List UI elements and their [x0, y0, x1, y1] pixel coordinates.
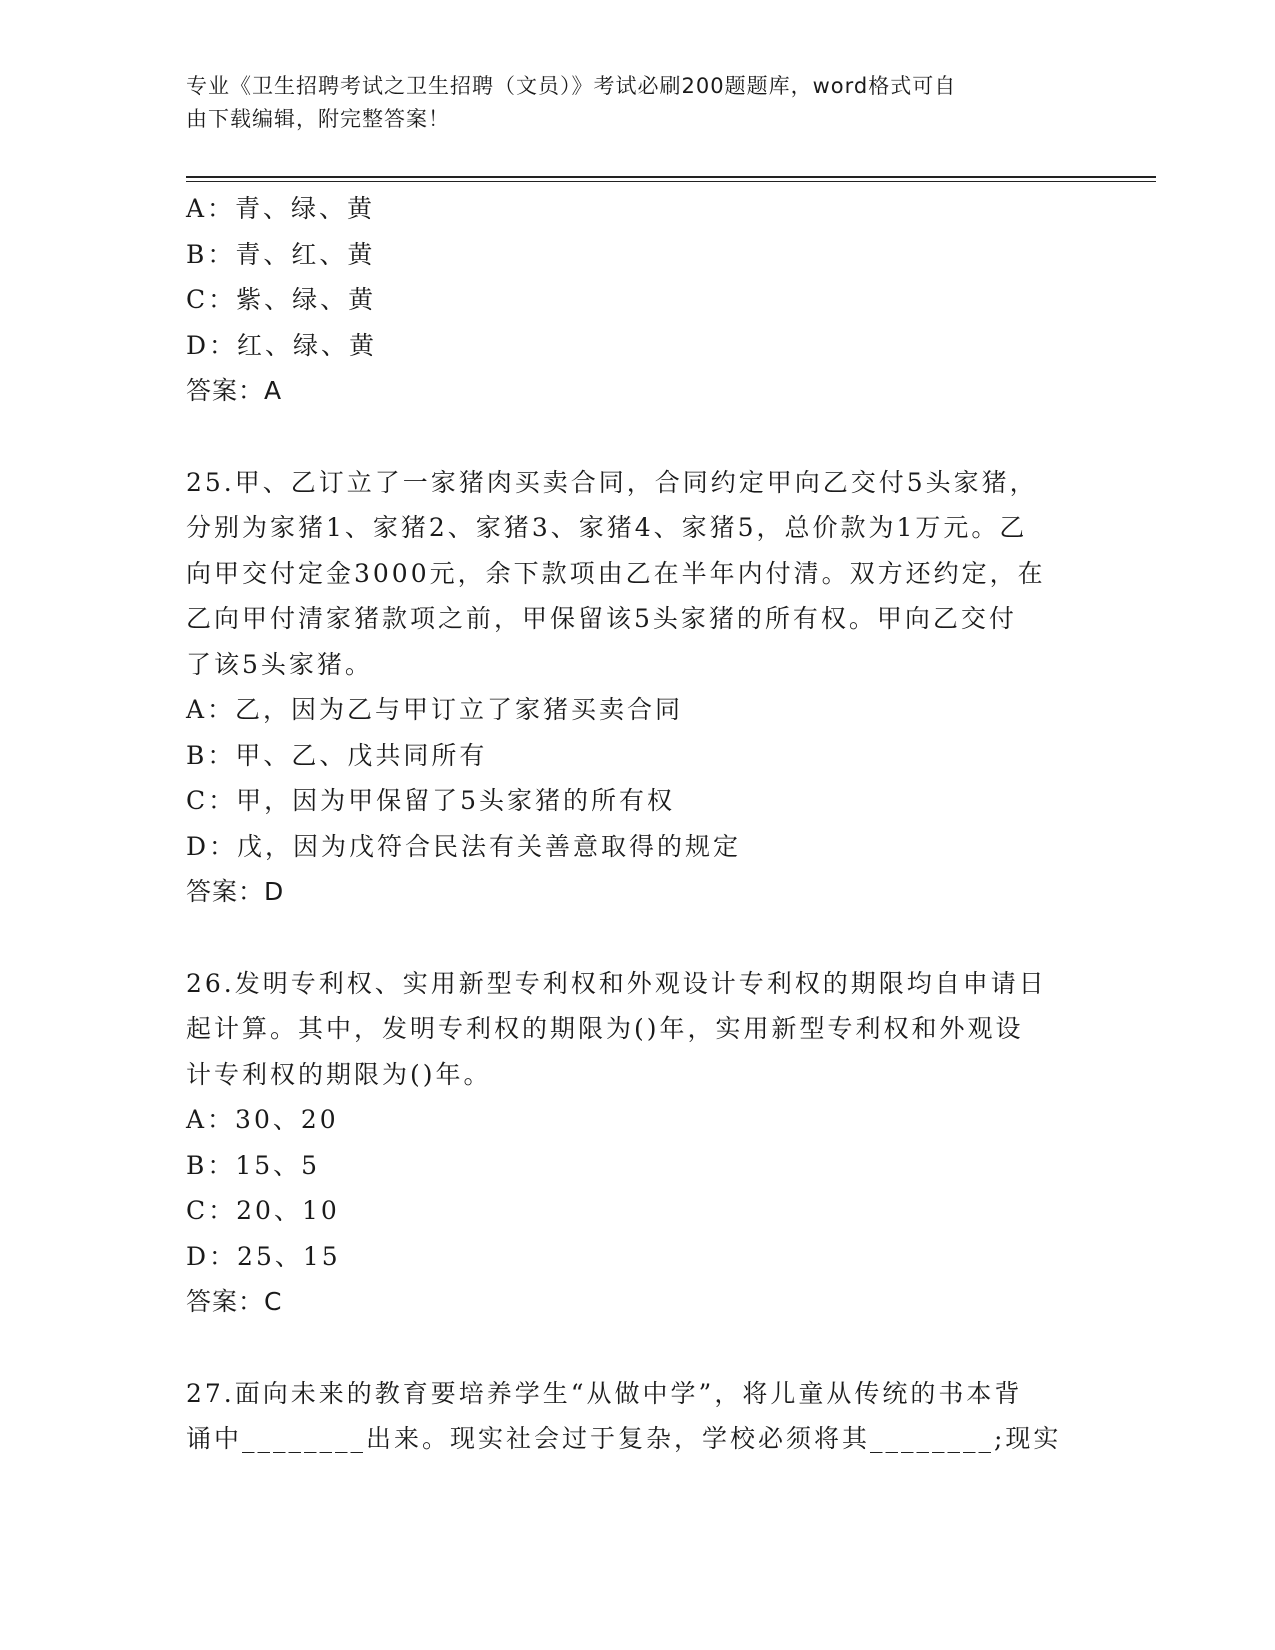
q26-stem-line: 26.发明专利权、实用新型专利权和外观设计专利权的期限均自申请日	[186, 968, 1047, 998]
header-line-2: 由下载编辑，附完整答案！	[186, 107, 450, 131]
question-24-block	[186, 186, 1086, 414]
q25-option-d: D：戊，因为戊符合民法有关善意取得的规定	[186, 831, 742, 861]
q24-option-b: B：青、红、黄	[186, 239, 376, 269]
q25-stem-line: 向甲交付定金3000元，余下款项由乙在半年内付清。双方还约定，在	[186, 558, 1046, 588]
q26-option-b: B：15、5	[186, 1150, 321, 1180]
q24-option-d: D：红、绿、黄	[186, 330, 378, 360]
q25-stem-line: 了该5头家猪。	[186, 649, 373, 679]
q25-stem-line: 乙向甲付清家猪款项之前，甲保留该5头家猪的所有权。甲向乙交付	[186, 604, 1017, 633]
q26-stem-line: 计专利权的期限为()年。	[186, 1059, 492, 1089]
q26-stem-line: 起计算。其中，发明专利权的期限为()年，实用新型专利权和外观设	[186, 1014, 1024, 1043]
q25-option-b: B：甲、乙、戊共同所有	[186, 740, 488, 770]
question-25-block	[186, 460, 1086, 915]
q25-answer: 答案：D	[186, 877, 285, 906]
q27-stem-line: 诵中________出来。现实社会过于复杂，学校必须将其________;现实	[186, 1424, 1062, 1453]
header-line-1: 专业《卫生招聘考试之卫生招聘（文员）》考试必刷200题题库，word格式可自	[186, 74, 957, 98]
q26-answer: 答案：C	[186, 1287, 283, 1316]
q25-stem-line: 25.甲、乙订立了一家猪肉买卖合同，合同约定甲向乙交付5头家猪，	[186, 467, 1038, 497]
q25-option-c: C：甲，因为甲保留了5头家猪的所有权	[186, 786, 676, 815]
q26-option-a: A：30、20	[186, 1105, 339, 1134]
document-body	[186, 186, 1086, 1462]
q26-option-d: D：25、15	[186, 1241, 341, 1271]
q27-stem-line: 27.面向未来的教育要培养学生“从做中学”，将儿童从传统的书本背	[186, 1378, 1023, 1408]
q25-stem-line: 分别为家猪1、家猪2、家猪3、家猪4、家猪5，总价款为1万元。乙	[186, 513, 1028, 542]
question-26-block	[186, 961, 1086, 1325]
document-header	[186, 70, 1066, 136]
q24-option-a: A：青、绿、黄	[186, 194, 376, 223]
header-divider-thick	[186, 176, 1156, 178]
question-27-block	[186, 1371, 1086, 1462]
q25-option-a: A：乙，因为乙与甲订立了家猪买卖合同	[186, 695, 684, 724]
q26-option-c: C：20、10	[186, 1196, 340, 1225]
q24-option-c: C：紫、绿、黄	[186, 285, 377, 314]
q24-answer: 答案：A	[186, 376, 283, 405]
header-divider-thin	[186, 181, 1156, 182]
